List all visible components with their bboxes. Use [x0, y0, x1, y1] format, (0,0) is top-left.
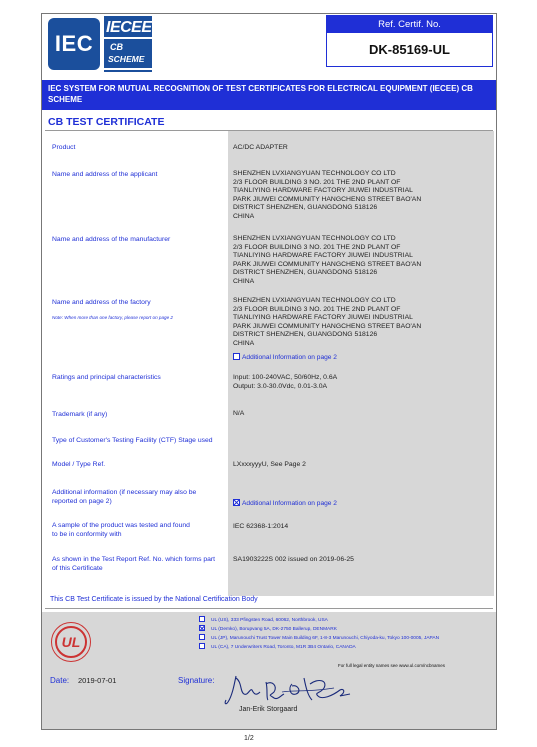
ref-certificate-number: DK-85169-UL	[369, 42, 450, 57]
address-line: TIANLIYING HARDWARE FACTORY JIUWEI INDUSTRIAL	[233, 314, 413, 322]
ul-entity-list	[199, 616, 439, 652]
test-report-label	[52, 556, 228, 573]
address-line: TIANLIYING HARDWARE FACTORY JIUWEI INDUSTRIAL	[233, 187, 413, 195]
iecee-system-banner: IEC SYSTEM FOR MUTUAL RECOGNITION OF TEST CERTIFICATES FOR ELECTRICAL EQUIPMENT (IECEE) CB SCHEME	[42, 80, 496, 110]
ratings-line: Output: 3.0-30.0Vdc, 0.01-3.0A	[233, 382, 328, 390]
ratings-value	[233, 374, 491, 391]
address-line: PARK JIUWEI COMMUNITY HANGCHENG STREET BAO'AN	[233, 195, 422, 203]
page-number: 1/2	[244, 735, 254, 742]
address-line: 2/3 FLOOR BUILDING 3 NO. 201 THE 2ND PLANT OF	[233, 305, 401, 313]
address-line: CHINA	[233, 339, 255, 347]
test-report-value: SA1903222S 002 issued on 2019-06-25	[233, 556, 354, 563]
sample-standard-value: IEC 62368-1:2014	[233, 523, 289, 530]
ul-entity-checkbox	[199, 643, 205, 649]
iecee-logo-line2: CB	[110, 42, 123, 52]
factory-label: Name and address of the factory	[52, 299, 151, 306]
address-line: SHENZHEN LVXIANGYUAN TECHNOLOGY CO LTD	[233, 170, 396, 177]
address-line: SHENZHEN LVXIANGYUAN TECHNOLOGY CO LTD	[233, 297, 396, 304]
ul-entity-text: UL (CA), 7 Underwriters Road, Toronto, M1R 3B4 Ontario, CANADA	[211, 645, 356, 650]
label-line: A sample of the product was tested and found	[52, 522, 190, 529]
label-line: to be in conformity with	[52, 530, 122, 538]
date-label: Date:	[50, 676, 70, 685]
divider	[45, 608, 493, 609]
factory-additional-info	[233, 353, 337, 361]
iecee-logo-line3: SCHEME	[108, 54, 145, 64]
ul-entity-item	[199, 616, 439, 625]
signature-label: Signature:	[178, 676, 215, 685]
factory-additional-checkbox	[233, 353, 240, 360]
applicant-address	[233, 170, 491, 222]
ul-entity-checkbox-checked	[199, 625, 205, 631]
address-line: CHINA	[233, 212, 255, 220]
label-line: Additional information (if necessary may also be	[52, 489, 197, 496]
address-line: 2/3 FLOOR BUILDING 3 NO. 201 THE 2ND PLANT OF	[233, 178, 401, 186]
label-line: of this Certificate	[52, 564, 103, 572]
ref-certificate-title: Ref. Certif. No.	[327, 16, 492, 33]
sample-label	[52, 522, 224, 539]
additional-info-text: Additional Information on page 2	[242, 500, 337, 507]
ctf-label: Type of Customer's Testing Facility (CTF) Stage used	[52, 437, 213, 444]
applicant-label: Name and address of the applicant	[52, 171, 158, 178]
trademark-label: Trademark (if any)	[52, 411, 108, 418]
address-line: SHENZHEN LVXIANGYUAN TECHNOLOGY CO LTD	[233, 235, 396, 242]
iecee-cb-scheme-logo	[104, 16, 152, 72]
product-value: AC/DC ADAPTER	[233, 144, 288, 151]
additional-info-label	[52, 489, 224, 506]
issued-by-statement: This CB Test Certificate is issued by the National Certification Body	[50, 596, 258, 603]
handwritten-signature	[222, 670, 362, 708]
address-line: DISTRICT SHENZHEN, GUANGDONG 518126	[233, 269, 378, 277]
date-value: 2019-07-01	[78, 676, 117, 685]
ul-entity-text: UL (JP), Marunouchi Trust Tower Main Building 6F, 1-8-3 Marunouchi, Chiyoda-ku, Tokyo 100-0005, JAPAN	[211, 636, 440, 641]
cb-test-certificate-title: CB TEST CERTIFICATE	[48, 116, 165, 128]
label-line: reported on page 2)	[52, 497, 112, 505]
ratings-label: Ratings and principal characteristics	[52, 374, 161, 381]
ul-entity-text: UL (US), 333 Pfingsten Road, 60062, Northbrook, USA	[211, 618, 328, 623]
additional-info-checkbox	[233, 499, 240, 506]
model-value: LXxxxyyyU, See Page 2	[233, 461, 306, 468]
address-line: DISTRICT SHENZHEN, GUANGDONG 518126	[233, 331, 378, 339]
ul-entity-item	[199, 634, 439, 643]
ratings-line: Input: 100-240VAC, 50/60Hz, 0.6A	[233, 374, 338, 381]
address-line: CHINA	[233, 277, 255, 285]
manufacturer-label: Name and address of the manufacturer	[52, 236, 171, 243]
manufacturer-address	[233, 235, 491, 287]
model-label: Model / Type Ref.	[52, 461, 106, 468]
address-line: PARK JIUWEI COMMUNITY HANGCHENG STREET BAO'AN	[233, 322, 422, 330]
ul-entity-checkbox	[199, 616, 205, 622]
ul-entity-text: UL (Demko), Borupvang 5A, DK-2750 Ballerup, DENMARK	[211, 627, 337, 632]
address-line: PARK JIUWEI COMMUNITY HANGCHENG STREET BAO'AN	[233, 260, 422, 268]
ul-entity-item	[199, 643, 439, 652]
product-label: Product	[52, 144, 76, 151]
trademark-value: N/A	[233, 410, 245, 417]
ul-entity-checkbox	[199, 634, 205, 640]
additional-info-value	[233, 499, 337, 507]
ul-logo: UL	[55, 626, 87, 658]
factory-address	[233, 297, 491, 349]
iec-logo: IEC	[48, 18, 100, 70]
signer-name: Jan-Erik Storgaard	[239, 706, 298, 713]
iecee-logo-line1: IECEE	[106, 19, 152, 36]
address-line: TIANLIYING HARDWARE FACTORY JIUWEI INDUSTRIAL	[233, 252, 413, 260]
factory-note: Note: When more than one factory, please report on page 2	[52, 315, 173, 320]
address-line: DISTRICT SHENZHEN, GUANGDONG 518126	[233, 204, 378, 212]
legal-entity-note: For full legal entity names see www.ul.com/ncbnames	[338, 663, 446, 668]
address-line: 2/3 FLOOR BUILDING 3 NO. 201 THE 2ND PLANT OF	[233, 243, 401, 251]
ul-entity-item	[199, 625, 439, 634]
factory-additional-text: Additional Information on page 2	[242, 354, 337, 361]
label-line: As shown in the Test Report Ref. No. which forms part	[52, 556, 216, 563]
